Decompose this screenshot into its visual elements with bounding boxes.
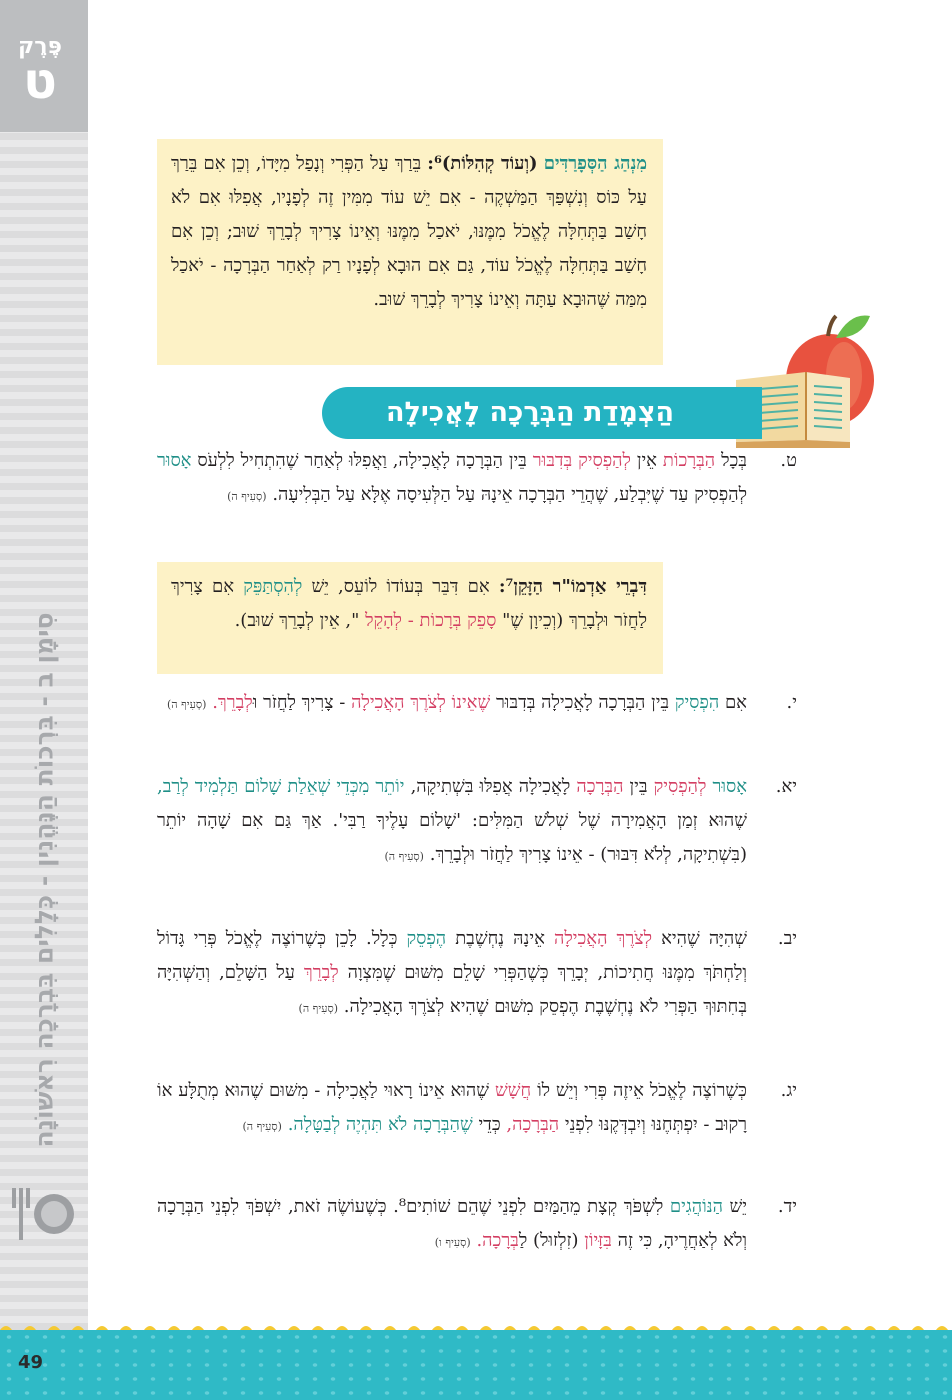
highlight-red: שֶׁאֵינוֹ לְצֹרֶךְ הָאֲכִילָה [351,692,491,713]
item-number: יא. [775,776,797,797]
text-run: כְּדֵי [478,1114,501,1135]
source-ref: (סְעִיף ה) [298,1002,339,1015]
item-number: י. [786,692,797,713]
highlight-red: הַבְּרָכוֹת [662,450,716,471]
text-run: - צָרִיךְ לַחֲזֹר וּ [252,692,346,713]
highlight-red: בִּזָּיוֹן [584,1230,612,1251]
sidebar [0,0,88,1330]
note-heading: מִנְהַג הַסְּפָרַדִּים [543,153,647,174]
note-text: בֵּרַךְ עַל הַפְּרִי וְנָפַל מִיָּדוֹ, וְכֵן אִם בֵּרַךְ עַל כּוֹס וְנִשְׁפַּךְ הַמַּשְׁקֶה - אִם יֵשׁ עוֹד מִמִּין זֶה לְפָנָיו, אֲפִלּוּ אִם לֹא חָשַׁב בַּתְּחִלָּה לֶאֱכֹל מִמֶּנּוּ, יֹאכַל מִמֶּנּוּ וְאֵינוֹ צָרִיךְ לְבָרֵךְ שׁוּב; וְכֵן אִם חָשַׁב בַּתְּחִלָּה לֶאֱכֹל עוֹד, גַּם אִם הוּבָא לְפָנָיו רַק לְאַחַר הַבְּרָכָה - יֹאכַל מִמַּה שֶּׁהוּבָא עַתָּה וְאֵינוֹ צָרִיךְ לְבָרֵךְ שׁוּב. [171,153,647,310]
highlight-teal: שֶׁהַבְּרָכָה לֹא תִּהְיֶה לְבַטָּלָה. [287,1114,473,1135]
text-run: לָאֲכִילָה אֲפִלּוּ בִּשְׁתִיקָה, [410,776,571,797]
highlight-red: בְּרָכָה. [476,1230,519,1251]
source-ref: (סְעִיף ה) [166,698,207,711]
sephardic-custom-note [157,139,663,365]
text-run: בֵּין הַבְּרָכָה לָאֲכִילָה, וַאֲפִלּוּ לְאַחַר שֶׁהִתְחִיל לִלְעֹס [197,450,527,471]
list-item [157,770,797,874]
highlight-teal: לְהִסְתַּפֵּק [243,576,303,597]
item-text [157,770,747,874]
text-run: כְּשֶׁרוֹצֶה לֶאֱכֹל אֵיזֶה פְּרִי וְיֵשׁ לוֹ [537,1080,747,1101]
highlight-teal: יוֹתֵר מִכְּדֵי [336,776,405,797]
highlight-red: לְהַפְסִיק בְּדִבּוּר [532,450,631,471]
text-run: בְּכָל [721,450,747,471]
note-heading: דִּבְרֵי אַדְמוֹ"ר הַזָּקֵן⁷: [498,576,647,597]
text-run: אִם צָרִיךְ לַחֲזֹר וּלְבָרֵךְ (וְכֵיוָן שֶׁ" [171,576,647,631]
text-run: בֵּין [629,776,648,797]
chapter-letter: ט [23,52,57,110]
item-text [157,444,747,514]
text-run: אֵין [636,450,657,471]
source-ref: (סְעִיף ה) [242,1120,282,1133]
text-run: שֶׁהוּא זְמַן הָאֲמִירָה שֶׁל שְׁלֹשׁ הַמִּלִּים: 'שָׁלוֹם עָלֶיךָ רַבִּי'. אַךְ גַּם אִם שָׁהָה יוֹתֵר (בִּשְׁתִיקָה, לְלֹא דִּבּוּר) - אֵינוֹ צָרִיךְ לַחֲזֹר וּלְבָרֵךְ. [157,810,747,865]
page-number: 49 [18,1352,44,1373]
item-number: יד. [777,1196,797,1217]
note-heading-suffix: (וְעוֹד קְהִלּוֹת)⁶: [427,153,538,174]
highlight-teal: אָסוּר [712,776,748,797]
highlight-teal: הֶפְסֵק [406,928,447,949]
text-run: אֵינָהּ נֶחְשֶׁבֶת [455,928,545,949]
source-ref: (סְעִיף ה) [227,490,267,503]
source-ref: (סְעִיף ה) [384,850,424,863]
plate-icon [10,1180,76,1246]
highlight-red: לְבָרֵךְ. [212,692,253,713]
text-run: אִם דִּבֵּר בְּעוֹדוֹ לוֹעֵס, יֵשׁ [311,576,490,597]
text-run: יֵשׁ [729,1196,747,1217]
running-title: סִימָן ב - בִּרְכוֹת הַנֶּהֱנִין - כְּלָלִים בִּבְרָכָה רִאשׁוֹנָה [29,612,59,1148]
highlight-teal: הַנּוֹהֲגִים [669,1196,723,1217]
text-run: לִשְׁפֹּךְ קְצָת מֵהַמַּיִם לִפְנֵי שֶׁהֵם שׁוֹתִים⁸. כְּשֶׁעוֹשֶׂה זֹאת, יִשְׁפֹּךְ לִפְנֵי הַבְּרָכָה וְלֹא לְאַחֲרֶיהָ, כִּי זֶה [157,1196,747,1251]
list-item [157,1190,797,1260]
highlight-teal: אָסוּר [157,450,192,471]
text-run: בֵּין הַבְּרָכָה לָאֲכִילָה בְּדִבּוּר [495,692,670,713]
text-run: כְּלָל. לָכֵן כְּשֶׁרוֹצֶה לֶאֱכֹל פְּרִי גָּדוֹל וְלַחְתֹּךְ מִמֶּנּוּ חֲתִיכוֹת, יְבָרֵךְ כְּשֶׁהַפְּרִי שָׁלֵם מִשּׁוּם שֶׁמִּצְוָה [157,928,748,983]
item-number: יב. [777,928,797,949]
item-text [157,1190,747,1260]
source-ref: (סְעִיף ו) [434,1236,471,1249]
text-run: עַל הַשָּׁלֵם, וְהַשְּׁהִיָּה בְּחִתּוּךְ הַפְּרִי לֹא נֶחְשֶׁבֶת הֶפְסֵק מִשּׁוּם שֶׁהִיא לְצֹרֶךְ הָאֲכִילָה. [157,962,747,1017]
text-run: אִם [724,692,747,713]
highlight-teal: שְׁאֵלַת שָׁלוֹם תַּלְמִיד לְרַב, [157,776,331,797]
alter-rebbe-note [157,562,663,674]
item-number: ט. [780,450,797,471]
list-item [157,1074,797,1144]
text-run: ", אֵין לְבָרֵךְ שׁוּב). [234,610,360,631]
highlight-red: הַבְּרָכָה, [506,1114,560,1135]
highlight-red: סָפֵק בְּרָכוֹת - לְהָקֵל [365,610,497,631]
footer-band [0,1330,952,1400]
section-title: הַצְמָדַת הַבְּרָכָה לָאֲכִילָה [385,397,675,428]
text-run: שֶׁהוּא אֵינוֹ רָאוּי לַאֲכִילָה - מִשּׁוּם שֶׁהוּא מְתֻלָּע אוֹ רָקוּב - יִפְתְּחֶנּוּ וְיִבְדְּקֶנּוּ לִפְנֵי [157,1080,747,1135]
text-run: שְׁהִיָּה שֶׁהִיא [661,928,747,949]
highlight-red: לְבָרֵךְ [303,962,339,983]
highlight-red: לְהַפְסִיק [653,776,707,797]
chapter-tab [0,0,88,132]
list-item [157,922,797,1026]
item-text [157,686,747,722]
highlight-teal: הִפְסִיק [674,692,720,713]
item-text [157,922,747,1026]
item-number: יג. [780,1080,797,1101]
text-run: (זִלְזוּל) לַ [518,1230,579,1251]
highlight-red: חֲשָׁשׁ [494,1080,532,1101]
highlight-red: הַבְּרָכָה [576,776,624,797]
chapter-label: פֶּרֶק [18,34,62,59]
list-item [157,444,797,514]
item-text [157,1074,747,1144]
list-item [157,686,797,722]
text-run: לְהַפְסִיק עַד שֶׁיִּבְלַע, שֶׁהֲרֵי הַבְּרָכָה אֵינָהּ עַל הַלְּעִיסָה אֶלָּא עַל הַבְּלִיעָה. [272,484,747,505]
highlight-red: לְצֹרֶךְ הָאֲכִילָה [553,928,653,949]
